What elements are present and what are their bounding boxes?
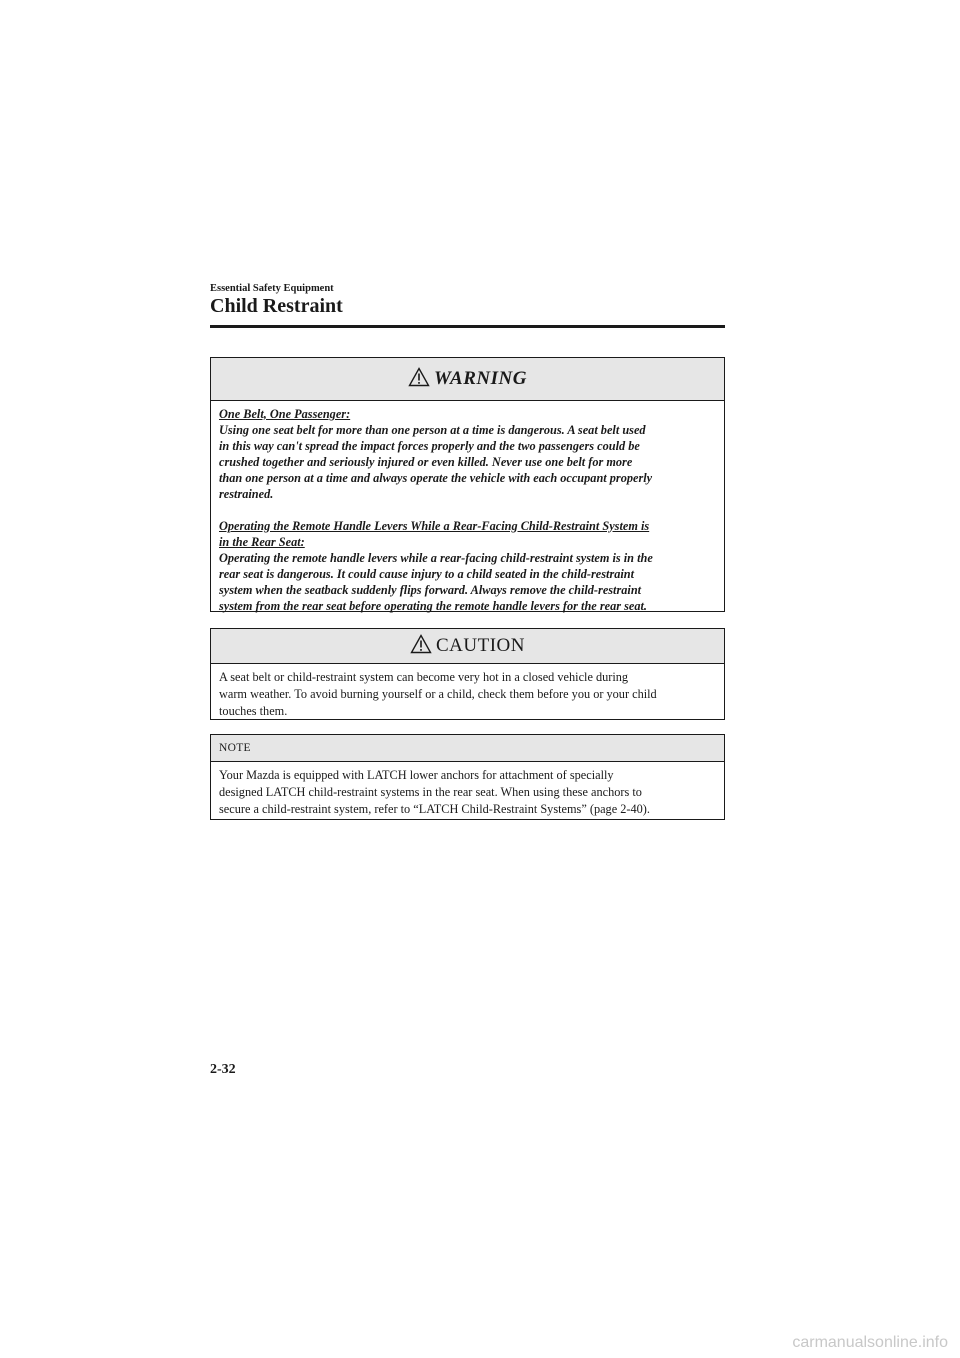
warning-line: system from the rear seat before operating the remote handle levers for the rear seat. (219, 599, 647, 614)
warning-heading: Operating the Remote Handle Levers While a Rear-Facing Child-Restraint System is (219, 518, 650, 533)
note-header (211, 735, 724, 762)
warning-body (211, 401, 724, 614)
page-number: 2-32 (210, 1062, 236, 1077)
warning-line: than one person at a time and always operate the vehicle with each occupant properly (219, 471, 653, 486)
warning-line: rear seat is dangerous. It could cause injury to a child seated in the child-restraint (219, 566, 635, 581)
note-body (211, 762, 724, 818)
warning-line: Using one seat belt for more than one person at a time is dangerous. A seat belt used (219, 423, 646, 438)
warning-triangle-icon (408, 367, 430, 392)
caution-line: warm weather. To avoid burning yourself or a child, check them before you or your child (219, 687, 657, 701)
page-title: Child Restraint (210, 295, 343, 317)
paragraph-gap (219, 503, 716, 518)
note-line: Your Mazda is equipped with LATCH lower anchors for attachment of specially (219, 768, 614, 782)
section-label: Essential Safety Equipment (210, 283, 334, 294)
warning-label: WARNING (434, 368, 527, 389)
title-rule (210, 325, 725, 328)
note-line: secure a child-restraint system, refer to “LATCH Child-Restraint Systems” (page 2-40). (219, 802, 650, 816)
warning-header (211, 358, 724, 401)
warning-box (210, 357, 725, 612)
warning-line: restrained. (219, 487, 274, 502)
warning-heading: One Belt, One Passenger: (219, 407, 351, 421)
note-box (210, 734, 725, 820)
warning-heading: in the Rear Seat: (219, 534, 305, 549)
note-line: designed LATCH child-restraint systems in the rear seat. When using these anchors to (219, 785, 642, 799)
caution-line: A seat belt or child-restraint system can become very hot in a closed vehicle during (219, 670, 629, 684)
warning-line: system when the seatback suddenly flips forward. Always remove the child-restraint (219, 582, 642, 597)
caution-line: touches them. (219, 704, 288, 718)
caution-header (211, 629, 724, 664)
caution-label: CAUTION (436, 635, 525, 656)
warning-line: in this way can't spread the impact forces properly and the two passengers could be (219, 439, 640, 454)
note-label: NOTE (219, 742, 251, 754)
warning-line: Operating the remote handle levers while a rear-facing child-restraint system is in the (219, 550, 653, 565)
caution-box (210, 628, 725, 720)
warning-line: crushed together and seriously injured or even killed. Never use one belt for more (219, 455, 633, 470)
warning-triangle-icon (410, 634, 432, 659)
caution-body (211, 664, 724, 720)
watermark: carmanualsonline.info (792, 1334, 948, 1351)
